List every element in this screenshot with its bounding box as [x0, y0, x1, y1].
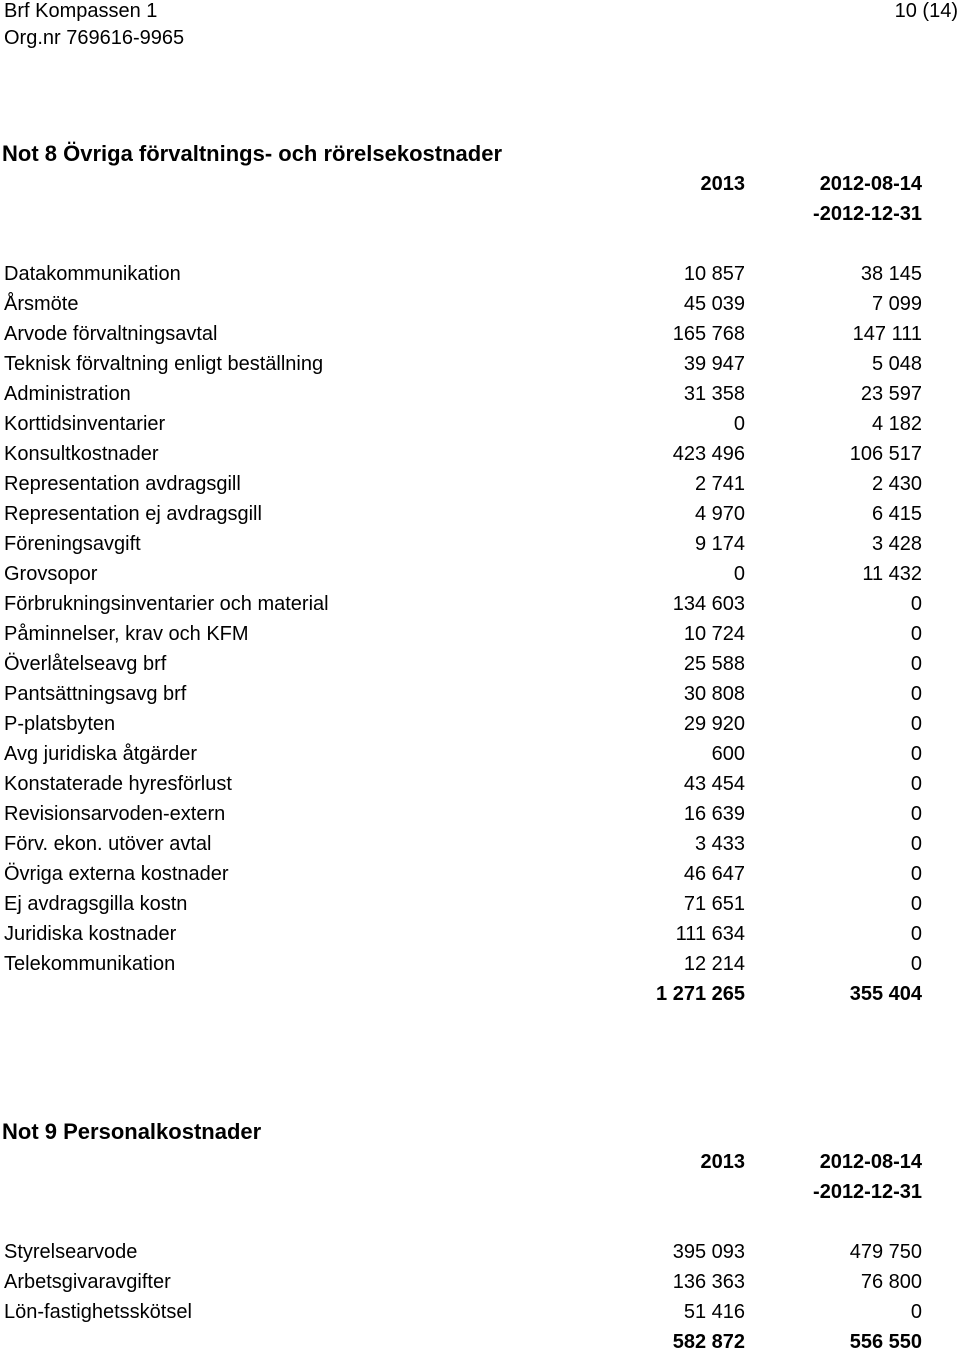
table-row — [0, 289, 960, 319]
value-2013: 31 358 — [683, 383, 745, 405]
value-2012: 147 111 — [852, 323, 922, 345]
note-8-column-header-2 — [0, 199, 960, 229]
row-label: Representation avdragsgill — [4, 473, 241, 495]
table-row — [0, 499, 960, 529]
value-2013: 9 174 — [694, 533, 745, 555]
value-2012: 0 — [910, 683, 922, 705]
table-row — [0, 379, 960, 409]
table-row — [0, 319, 960, 349]
note-8-col-2012-start: 2012-08-14 — [819, 173, 922, 195]
value-2012: 38 145 — [860, 263, 922, 285]
table-row — [0, 949, 960, 979]
value-2012: 0 — [910, 893, 922, 915]
table-row — [0, 559, 960, 589]
row-label: Övriga externa kostnader — [4, 863, 229, 885]
value-2013: 46 647 — [683, 863, 745, 885]
value-2013: 423 496 — [672, 443, 745, 465]
note-9-column-header-2 — [0, 1177, 960, 1207]
row-label: Pantsättningsavg brf — [4, 683, 187, 705]
value-2012: 0 — [910, 953, 922, 975]
row-label: Arvode förvaltningsavtal — [4, 323, 218, 345]
note-8-total-row — [0, 979, 960, 1009]
value-2013: 45 039 — [683, 293, 745, 315]
header-line-1 — [4, 0, 960, 25]
table-row — [0, 649, 960, 679]
table-row — [0, 259, 960, 289]
table-row — [0, 409, 960, 439]
value-2013: 10 857 — [683, 263, 745, 285]
note-8-table — [0, 259, 960, 979]
row-label: Teknisk förvaltning enligt beställning — [4, 353, 324, 375]
note-8-section — [0, 139, 960, 1009]
row-label: Arbetsgivaravgifter — [4, 1271, 171, 1293]
table-row — [0, 349, 960, 379]
row-label: Föreningsavgift — [4, 533, 141, 555]
row-label: Styrelsearvode — [4, 1241, 138, 1263]
value-2013: 2 741 — [694, 473, 745, 495]
row-label: Årsmöte — [4, 293, 79, 315]
value-2012: 5 048 — [871, 353, 922, 375]
note-9-col-2013: 2013 — [700, 1151, 745, 1173]
row-label: Förv. ekon. utöver avtal — [4, 833, 212, 855]
page-header — [4, 0, 960, 52]
note-8-total-2012: 355 404 — [849, 983, 922, 1005]
table-row — [0, 1297, 960, 1327]
note-9-total-row — [0, 1327, 960, 1357]
value-2012: 0 — [910, 803, 922, 825]
value-2013: 600 — [711, 743, 745, 765]
value-2012: 0 — [910, 623, 922, 645]
note-8-column-header — [0, 169, 960, 199]
note-9-col-2012-start: 2012-08-14 — [819, 1151, 922, 1173]
table-row — [0, 469, 960, 499]
value-2013: 12 214 — [683, 953, 745, 975]
header-line-2 — [4, 25, 960, 52]
note-8-title: Not 8 Övriga förvaltnings- och rörelsekostnader — [2, 141, 503, 166]
value-2012: 0 — [910, 1301, 922, 1323]
value-2012: 0 — [910, 863, 922, 885]
note-9-total-2013: 582 872 — [672, 1331, 745, 1353]
value-2013: 25 588 — [683, 653, 745, 675]
table-row — [0, 739, 960, 769]
value-2012: 0 — [910, 653, 922, 675]
row-label: Ej avdragsgilla kostn — [4, 893, 188, 915]
row-label: Telekommunikation — [4, 953, 176, 975]
table-row — [0, 769, 960, 799]
value-2012: 4 182 — [871, 413, 922, 435]
note-9-title: Not 9 Personalkostnader — [2, 1119, 262, 1144]
org-number: Org.nr 769616-9965 — [4, 27, 185, 49]
value-2012: 0 — [910, 773, 922, 795]
note-9-table — [0, 1237, 960, 1327]
value-2013: 134 603 — [672, 593, 745, 615]
row-label: Överlåtelseavg brf — [4, 653, 167, 675]
row-label: Avg juridiska åtgärder — [4, 743, 198, 765]
value-2012: 479 750 — [849, 1241, 922, 1263]
row-label: Grovsopor — [4, 563, 98, 585]
note-9-total-2012: 556 550 — [849, 1331, 922, 1353]
note-9-col-2012-end: -2012-12-31 — [813, 1181, 922, 1203]
table-row — [0, 589, 960, 619]
value-2013: 136 363 — [672, 1271, 745, 1293]
value-2013: 10 724 — [683, 623, 745, 645]
value-2012: 7 099 — [871, 293, 922, 315]
note-9-section — [0, 1117, 960, 1357]
table-row — [0, 439, 960, 469]
row-label: Konstaterade hyresförlust — [4, 773, 232, 795]
row-label: P-platsbyten — [4, 713, 116, 735]
value-2012: 106 517 — [849, 443, 922, 465]
row-label: Påminnelser, krav och KFM — [4, 623, 249, 645]
table-row — [0, 1237, 960, 1267]
table-row — [0, 889, 960, 919]
value-2013: 111 634 — [675, 923, 745, 945]
note-9-column-header — [0, 1147, 960, 1177]
value-2012: 11 432 — [862, 563, 922, 585]
value-2013: 43 454 — [683, 773, 745, 795]
value-2013: 51 416 — [683, 1301, 745, 1323]
value-2013: 71 651 — [683, 893, 745, 915]
value-2012: 0 — [910, 713, 922, 735]
value-2012: 76 800 — [860, 1271, 922, 1293]
row-label: Korttidsinventarier — [4, 413, 166, 435]
table-row — [0, 799, 960, 829]
table-row — [0, 829, 960, 859]
table-row — [0, 679, 960, 709]
value-2012: 0 — [910, 833, 922, 855]
row-label: Datakommunikation — [4, 263, 181, 285]
value-2012: 0 — [910, 923, 922, 945]
table-row — [0, 619, 960, 649]
table-row — [0, 919, 960, 949]
value-2013: 165 768 — [672, 323, 745, 345]
value-2012: 23 597 — [860, 383, 922, 405]
value-2013: 29 920 — [683, 713, 745, 735]
table-row — [0, 1267, 960, 1297]
value-2012: 3 428 — [871, 533, 922, 555]
value-2013: 3 433 — [694, 833, 745, 855]
value-2012: 2 430 — [871, 473, 922, 495]
row-label: Representation ej avdragsgill — [4, 503, 262, 525]
value-2013: 4 970 — [694, 503, 745, 525]
value-2013: 30 808 — [683, 683, 745, 705]
table-row — [0, 709, 960, 739]
row-label: Revisionsarvoden-extern — [4, 803, 226, 825]
row-label: Administration — [4, 383, 131, 405]
note-8-col-2012-end: -2012-12-31 — [813, 203, 922, 225]
value-2012: 6 415 — [871, 503, 922, 525]
row-label: Förbrukningsinventarier och material — [4, 593, 329, 615]
value-2012: 0 — [910, 593, 922, 615]
value-2012: 0 — [910, 743, 922, 765]
value-2013: 0 — [733, 413, 745, 435]
company-name: Brf Kompassen 1 — [4, 0, 158, 22]
value-2013: 39 947 — [683, 353, 745, 375]
table-row — [0, 859, 960, 889]
row-label: Juridiska kostnader — [4, 923, 177, 945]
value-2013: 0 — [733, 563, 745, 585]
row-label: Lön-fastighetsskötsel — [4, 1301, 192, 1323]
note-8-col-2013: 2013 — [700, 173, 745, 195]
row-label: Konsultkostnader — [4, 443, 159, 465]
note-8-total-2013: 1 271 265 — [656, 983, 745, 1005]
value-2013: 16 639 — [683, 803, 745, 825]
table-row — [0, 529, 960, 559]
page-number: 10 (14) — [894, 0, 958, 22]
value-2013: 395 093 — [672, 1241, 745, 1263]
